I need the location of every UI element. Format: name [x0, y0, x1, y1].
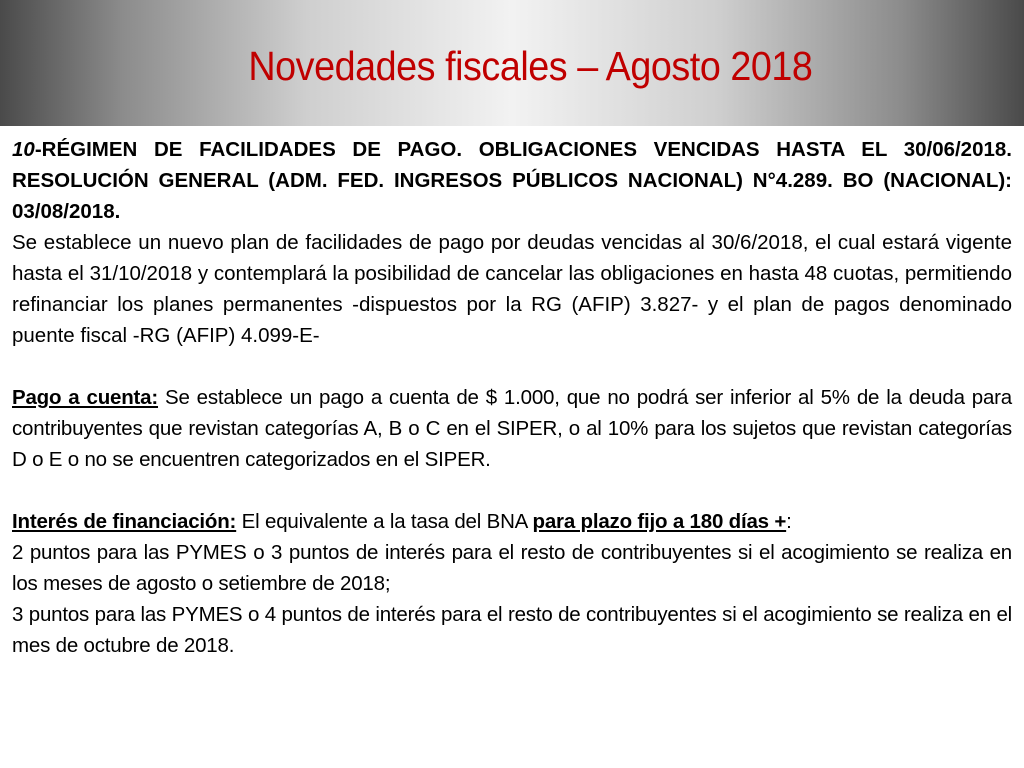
spacer [12, 351, 1012, 382]
interes-text-before: El equivalente a la tasa del BNA [236, 510, 533, 533]
section-number: 10 [12, 138, 35, 161]
slide-title: Novedades fiscales – Agosto 2018 [248, 43, 813, 89]
section-intro: Se establece un nuevo plan de facilidades de pago por deudas vencidas al 30/6/2018, el cual estará vigente hasta el 31/10/2018 y contemplará la posibilidad de cancelar las obligaciones en hasta 48 cuotas, permitiendo refinanciar los planes permanentes -dispuestos por la RG (AFIP) 3.827- y el plan de pagos denominado puente fiscal -RG (AFIP) 4.099-E- [12, 231, 1012, 347]
pago-a-cuenta-label: Pago a cuenta: [12, 386, 159, 409]
interes-highlight: para plazo fijo a 180 días + [532, 510, 787, 533]
section-heading-text: -RÉGIMEN DE FACILIDADES DE PAGO. OBLIGACIONES VENCIDAS HASTA EL 30/06/2018. RESOLUCIÓN GENERAL (ADM. FED. INGRESOS PÚBLICOS NACIONAL) N°4.289. BO (NACIONAL): 03/08/2018. [12, 138, 1012, 223]
interes-paragraph [12, 506, 1012, 537]
interes-line-2: 2 puntos para las PYMES o 3 puntos de interés para el resto de contribuyentes si el acogimiento se realiza en los meses de agosto o setiembre de 2018; [12, 541, 1012, 595]
interes-text-after: : [786, 510, 792, 533]
interes-label: Interés de financiación: [12, 510, 237, 533]
spacer [12, 475, 1012, 506]
pago-a-cuenta-paragraph [12, 382, 1012, 475]
pago-a-cuenta-text: Se establece un pago a cuenta de $ 1.000, que no podrá ser inferior al 5% de la deuda para contribuyentes que revistan categorías A, B o C en el SIPER, o al 10% para los sujetos que revistan categorías D o E o no se encuentren categorizados en el SIPER. [12, 386, 1012, 471]
interes-line-3: 3 puntos para las PYMES o 4 puntos de interés para el resto de contribuyentes si el acogimiento se realiza en el mes de octubre de 2018. [12, 603, 1012, 657]
section-heading [12, 134, 1012, 227]
slide-content [12, 134, 1012, 661]
